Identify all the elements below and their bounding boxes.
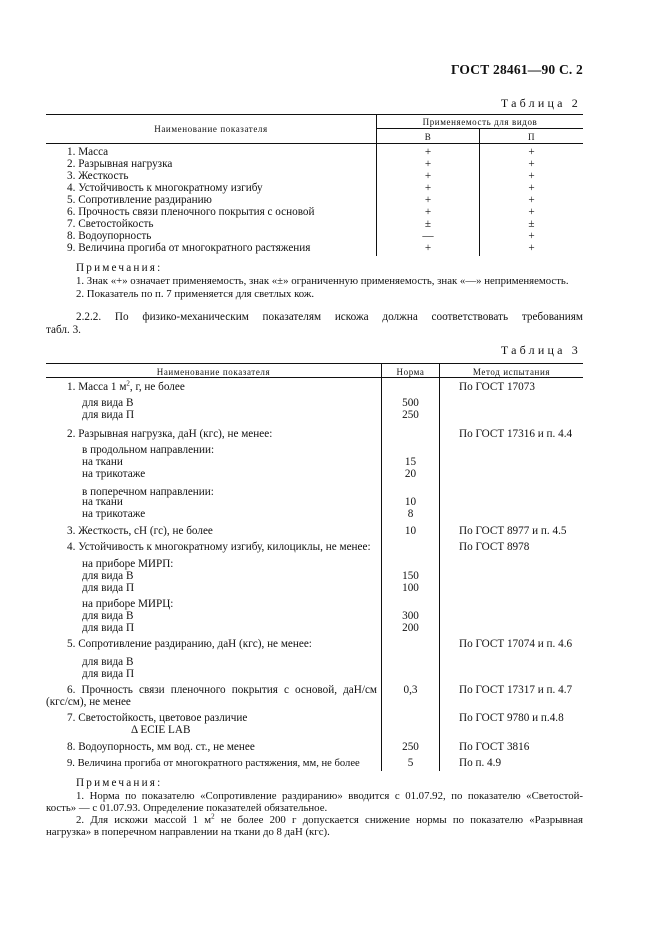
table3-subrow-label: на ткани [82, 456, 123, 468]
table2-note-1: 1. Знак «+» означает применяемость, знак «±» ограниченную применяемость, знак «—» неприменяемость. [76, 275, 569, 287]
table3-subrow-value: 150 [402, 570, 419, 582]
table3-note-2-line-2: нагрузка» в поперечном направлении на ткани до 8 даН (кгс). [46, 826, 330, 838]
table2-row-p: + [528, 158, 535, 170]
table2-row-p: ± [528, 218, 535, 230]
table3-row-norm: 5 [407, 757, 414, 769]
table2-row-p: + [528, 230, 535, 242]
table2-row-b: + [424, 242, 432, 254]
table3-subrow-label: для вида П [82, 582, 135, 594]
table3-subrow-label: для вида П [82, 409, 135, 421]
table3-subrow-label: для вида П [82, 622, 135, 634]
table3-row-norm: 10 [404, 525, 417, 537]
table2-row-name: 6. Прочность связи пленочного покрытия с основой [67, 206, 315, 218]
table2-row-p: + [528, 146, 535, 158]
table3-subrow-label: в поперечном направлении: [82, 486, 214, 498]
table3-note-2-line-1: 2. Для искожи массой 1 $м^2$ не более 200 г допускается снижение нормы по показателю «Разрывная [76, 812, 583, 826]
table3-row-norm: 0,3 [403, 684, 418, 696]
table2-notes-title: Примечания: [76, 262, 163, 274]
table2-row-p: + [528, 206, 535, 218]
table3-row-name: 6. Прочность связи пленочного покрытия с основой, даН/см [67, 684, 377, 696]
table2-row-b: + [424, 170, 432, 182]
table3-row-method: По ГОСТ 17074 и п. 4.6 [459, 638, 573, 650]
table2-col-applicability: Применяемость для видов [422, 117, 538, 127]
table3-notes-title: Примечания: [76, 777, 163, 789]
table3-row-method: По ГОСТ 9780 и п.4.8 [459, 712, 564, 724]
table3-subrow-label: для вида П [82, 668, 135, 680]
table3-caption: Таблица 3 [500, 343, 581, 357]
table2-col-b: В [424, 132, 432, 142]
table2-row-name: 9. Величина прогиба от многократного растяжения [67, 242, 311, 254]
table3-subrow-label: на приборе МИРЦ: [82, 598, 174, 610]
table2-note-2: 2. Показатель по п. 7 применяется для светлых кож. [76, 288, 315, 300]
table3-row-method: По ГОСТ 17317 и п. 4.7 [459, 684, 573, 696]
table3-note-1-line-1: 1. Норма по показателю «Сопротивление раздиранию» вводится с 01.07.92, по показателю «Светостой- [76, 790, 583, 802]
table2-col-name: Наименование показателя [154, 124, 268, 134]
table3-row-name-cont: Δ ECIE LAB [131, 724, 191, 736]
table3-col-name: Наименование показателя [156, 367, 271, 377]
table3-note-1-line-2: кость» — с 01.07.93. Определение показателей обязательное. [46, 802, 328, 814]
table3-row-name: 2. Разрывная нагрузка, даН (кгс), не менее: [67, 428, 273, 440]
table2-row-name: 2. Разрывная нагрузка [67, 158, 173, 170]
table3-subrow-value: 200 [402, 622, 419, 634]
table3-col-method: Метод испытания [472, 367, 551, 377]
table3-subrow-value: 300 [402, 610, 419, 622]
table3-row-name-cont: (кгс/см), не менее [46, 696, 131, 708]
table3-subrow-label: для вида В [82, 656, 134, 668]
table3-subrow-value: 15 [404, 456, 417, 468]
table3-row-method: По ГОСТ 8978 [459, 541, 530, 553]
table3-vline-2 [439, 363, 440, 771]
paragraph-line-2: табл. 3. [46, 324, 81, 336]
table3-subrow-value: 250 [402, 409, 419, 421]
table3-row-method: По п. 4.9 [459, 757, 502, 769]
table2-row-name: 1. Масса [67, 146, 109, 158]
table2-col-p: П [527, 132, 536, 142]
table2-row-b: + [424, 206, 432, 218]
table2-row-name: 8. Водоупорность [67, 230, 152, 242]
table3-row-method: По ГОСТ 8977 и п. 4.5 [459, 525, 567, 537]
table2-row-p: + [528, 242, 535, 254]
table3-subrow-value: 500 [402, 397, 419, 409]
table3-subrow-label: для вида В [82, 397, 134, 409]
table3-row-name: 4. Устойчивость к многократному изгибу, килоциклы, не менее: [67, 541, 371, 553]
table2-row-b: + [424, 146, 432, 158]
paragraph-line-1: 2.2.2. По физико-механическим показателям искожа должна соответствовать требованиям [76, 311, 583, 323]
table3-row-name: 7. Светостойкость, цветовое различие [67, 712, 248, 724]
table2-row-p: + [528, 182, 535, 194]
table3-top-rule [46, 363, 583, 364]
table2-row-name: 3. Жесткость [67, 170, 129, 182]
table2-row-name: 4. Устойчивость к многократному изгибу [67, 182, 263, 194]
table3-row-name: 3. Жесткость, сН (гс), не более [67, 525, 213, 537]
table3-row-name: 8. Водоупорность, мм вод. ст., не менее [67, 741, 255, 753]
table2-row-p: + [528, 194, 535, 206]
table3-subrow-label: на трикотаже [82, 468, 146, 480]
table3-row-method: По ГОСТ 17073 [459, 381, 535, 393]
table3-row-name: 1. Масса 1 $м^2$, г, не более [67, 379, 185, 393]
table3-subrow-label: в продольном направлении: [82, 444, 215, 456]
table2-row-b: — [422, 230, 434, 242]
table3-subrow-label: для вида В [82, 610, 134, 622]
table3-subrow-value: 8 [407, 508, 414, 520]
table2-row-b: ± [424, 218, 432, 230]
table3-subrow-label: на ткани [82, 496, 123, 508]
table3-subrow-value: 10 [404, 496, 417, 508]
table3-subrow-label: на трикотаже [82, 508, 146, 520]
table2-caption: Таблица 2 [500, 96, 581, 110]
table3-subrow-label: для вида В [82, 570, 134, 582]
page-header: ГОСТ 28461—90 С. 2 [450, 62, 583, 77]
table3-subrow-label: на приборе МИРП: [82, 558, 174, 570]
table2-row-name: 5. Сопротивление раздиранию [67, 194, 212, 206]
table3-row-method: По ГОСТ 17316 и п. 4.4 [459, 428, 573, 440]
table2-row-p: + [528, 170, 535, 182]
table3-row-norm: 250 [402, 741, 419, 753]
table2-top-rule [46, 114, 583, 115]
table3-col-norm: Норма [396, 367, 425, 377]
table2-row-b: + [424, 182, 432, 194]
table2-row-b: + [424, 194, 432, 206]
table2-row-name: 7. Светостойкость [67, 218, 154, 230]
table3-subrow-value: 20 [404, 468, 417, 480]
table3-row-method: По ГОСТ 3816 [459, 741, 530, 753]
table3-row-name: 9. Величина прогиба от многократного растяжения, мм, не более [67, 758, 360, 769]
table3-row-name: 5. Сопротивление раздиранию, даН (кгс), не менее: [67, 638, 312, 650]
table2-row-b: + [424, 158, 432, 170]
table3-vline-1 [381, 363, 382, 771]
table3-subrow-value: 100 [402, 582, 419, 594]
